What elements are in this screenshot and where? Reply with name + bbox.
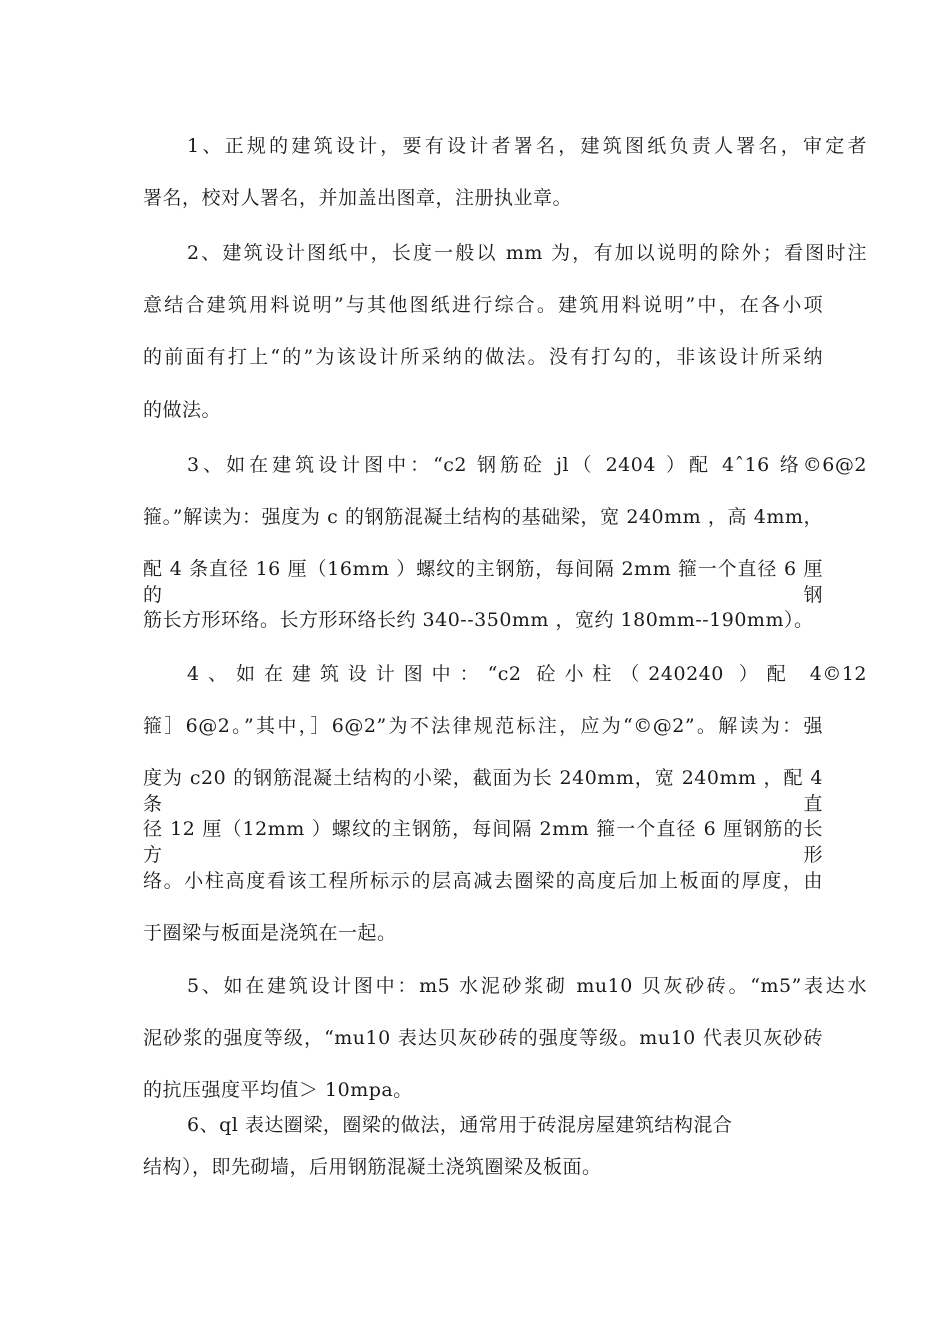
paragraph-1-line-1: 1、正规的建筑设计，要有设计者署名，建筑图纸负责人署名，审定者 (187, 135, 867, 157)
paragraph-4-line-3: 度为 c20 的钢筋混凝土结构的小梁，截面为长 240mm，宽 240mm ，配 4 条直 (143, 767, 823, 815)
paragraph-4-line-2: 箍］6@2。”其中，］6@2”为不法律规范标注，应为“©@2”。解读为：强 (143, 715, 823, 737)
paragraph-6-line-2: 结构），即先砌墙，后用钢筋混凝土浇筑圈梁及板面。 (143, 1156, 602, 1178)
paragraph-4-line-1: 4、如在建筑设计图中：“c2 砼小柱（240240 ）配 4©12 (187, 663, 867, 685)
paragraph-4-line-5: 络。小柱高度看该工程所标示的层高减去圈梁的高度后加上板面的厚度，由 (143, 870, 823, 892)
paragraph-3-line-3: 配 4 条直径 16 厘（16mm ）螺纹的主钢筋，每间隔 2mm 箍一个直径 6 厘的钢 (143, 558, 823, 606)
paragraph-3-line-4: 筋长方形环络。长方形环络长约 340--350mm ，宽约 180mm--190mm）。 (143, 609, 814, 631)
paragraph-1-line-2: 署名，校对人署名，并加盖出图章，注册执业章。 (143, 187, 573, 209)
paragraph-2-line-4: 的做法。 (143, 399, 222, 421)
paragraph-5-line-1: 5、如在建筑设计图中：m5 水泥砂浆砌 mu10 贝灰砂砖。“m5”表达水 (187, 975, 867, 997)
paragraph-4-line-4: 径 12 厘（12mm ）螺纹的主钢筋，每间隔 2mm 箍一个直径 6 厘钢筋的长方形 (143, 818, 823, 866)
paragraph-4-line-6: 于圈梁与板面是浇筑在一起。 (143, 922, 397, 944)
paragraph-2-line-2: 意结合建筑用料说明”与其他图纸进行综合。建筑用料说明”中，在各小项 (143, 294, 823, 316)
paragraph-2-line-3: 的前面有打上“的”为该设计所采纳的做法。没有打勾的，非该设计所采纳 (143, 346, 823, 368)
paragraph-3-line-2: 箍。”解读为：强度为 c 的钢筋混凝土结构的基础梁，宽 240mm ，高 4mm， (143, 506, 823, 528)
paragraph-2-line-1: 2、建筑设计图纸中，长度一般以 mm 为，有加以说明的除外；看图时注 (187, 242, 867, 264)
paragraph-5-line-3: 的抗压强度平均值＞ 10mpa。 (143, 1079, 413, 1101)
paragraph-5-line-2: 泥砂浆的强度等级，“mu10 表达贝灰砂砖的强度等级。mu10 代表贝灰砂砖 (143, 1027, 823, 1049)
paragraph-6-line-1: 6、ql 表达圈梁，圈梁的做法，通常用于砖混房屋建筑结构混合 (187, 1114, 733, 1136)
paragraph-3-line-1: 3、如在建筑设计图中：“c2 钢筋砼 jl（ 2404 ）配 4ˆ16 络©6@2 (187, 454, 867, 476)
